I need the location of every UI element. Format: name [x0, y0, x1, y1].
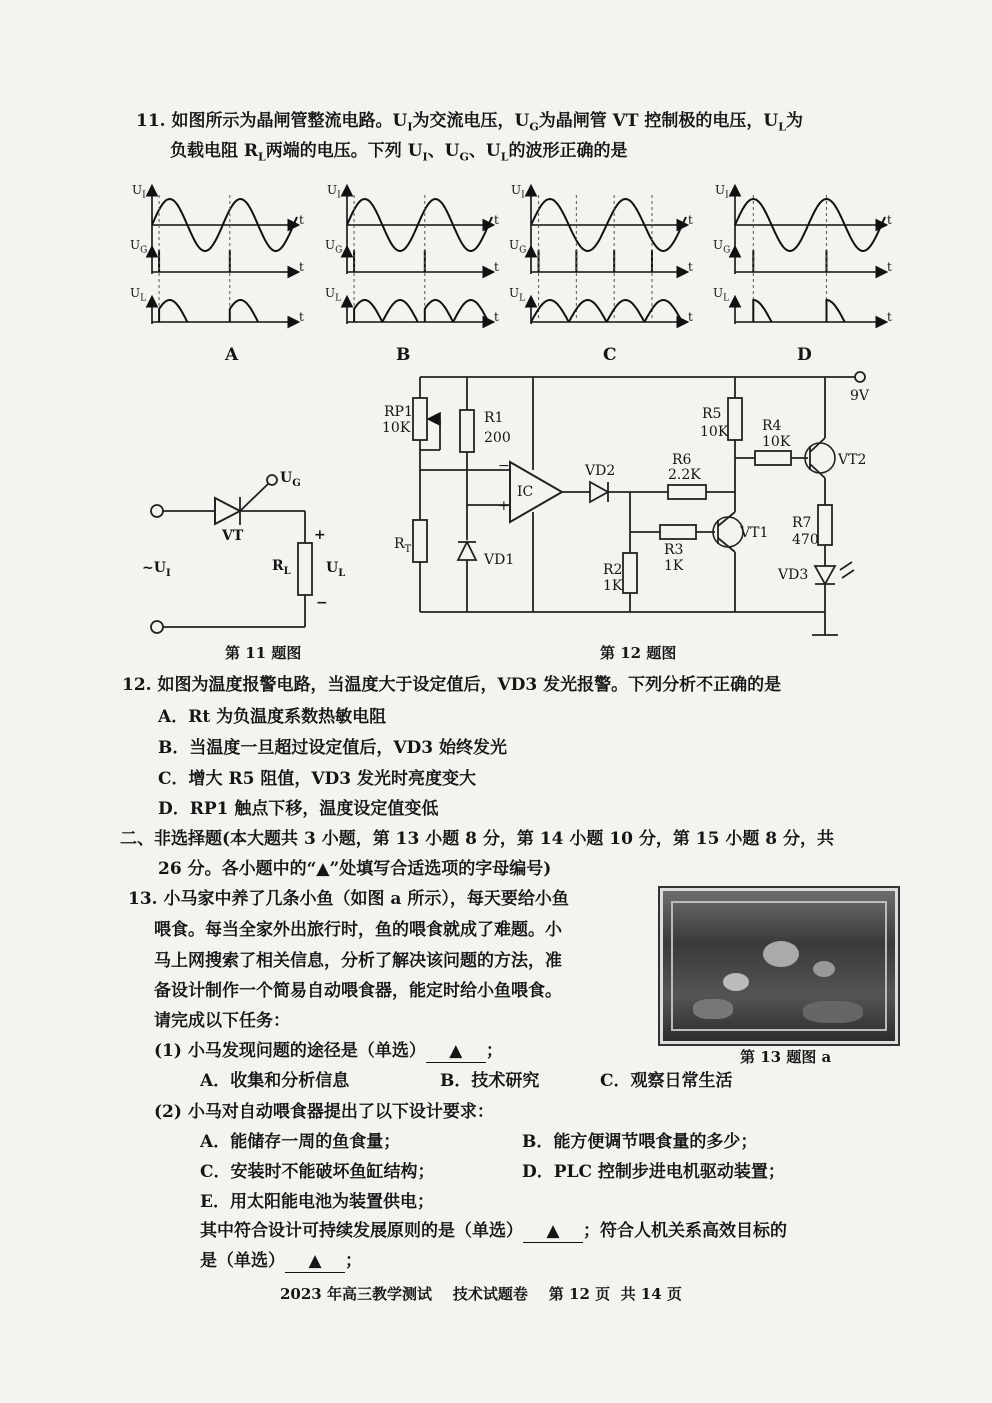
option-b-label: B — [396, 345, 411, 365]
t-label: t — [688, 260, 693, 274]
ui-label: $U_I$ — [715, 183, 729, 201]
label-r5-val: 10K — [700, 424, 729, 440]
t-label: t — [688, 310, 693, 324]
label-r5: R5 — [702, 406, 722, 422]
t-label: t — [299, 310, 304, 324]
label-vt: VT — [222, 528, 244, 544]
q13-line2: 喂食。每当全家外出旅行时，鱼的喂食就成了难题。小 — [154, 920, 562, 940]
label-r3: R3 — [664, 542, 684, 558]
footer: 2023 年高三教学测试 技术试题卷 第 12 页 共 14 页 — [280, 1285, 682, 1303]
label-r1-val: 200 — [484, 430, 511, 446]
fish-2 — [723, 973, 749, 991]
ul-output-wave — [159, 300, 187, 322]
label-r6-val: 2.2K — [668, 467, 701, 483]
caption-q12: 第 12 题图 — [600, 644, 677, 662]
label-ic-minus: − — [498, 458, 510, 474]
option-c-label: C — [603, 345, 617, 365]
label-vd3: VD3 — [778, 567, 809, 583]
label-vd2: VD2 — [585, 463, 616, 479]
q13-p2-e: E．用太阳能电池为装置供电； — [200, 1192, 434, 1212]
q13-p2-q2: 是（单选） ▲ ； — [200, 1251, 362, 1271]
ul-output-wave — [569, 300, 607, 322]
label-ul: $U_L$ — [326, 560, 346, 579]
label-minus: − — [316, 595, 328, 611]
ui-label: $U_I$ — [327, 183, 341, 201]
ul-output-wave — [531, 300, 569, 322]
fish-tank-photo — [660, 888, 898, 1044]
q13-line3: 马上网搜索了相关信息，分析了解决该问题的方法，准 — [154, 951, 562, 971]
q13-line4: 备设计制作一个简易自动喂食器，能定时给小鱼喂食。 — [154, 981, 562, 1001]
ul-label: $U_L$ — [130, 286, 147, 304]
ul-output-wave — [827, 300, 845, 322]
label-rp1: RP1 — [384, 404, 413, 420]
q13-p1-a: A．收集和分析信息 — [200, 1071, 350, 1091]
label-r2: R2 — [603, 562, 623, 578]
q13-p2: (2) 小马对自动喂食器提出了以下设计要求： — [154, 1102, 494, 1122]
q12-option-d: D．RP1 触点下移，温度设定值变低 — [158, 799, 439, 819]
label-ic: IC — [517, 484, 534, 500]
t-label: t — [887, 260, 892, 274]
label-rt: $R_T$ — [394, 536, 412, 555]
label-vt1: VT1 — [740, 525, 769, 541]
waveform-group — [152, 187, 885, 324]
q12-stem: 12. 如图为温度报警电路，当温度大于设定值后，VD3 发光报警。下列分析不正确的是 — [122, 675, 782, 695]
fish-1 — [763, 941, 799, 967]
t-label: t — [299, 260, 304, 274]
label-r7: R7 — [792, 515, 812, 531]
t-label: t — [494, 310, 499, 324]
ul-output-wave — [453, 300, 488, 322]
t-label: t — [887, 310, 892, 324]
ul-label: $U_L$ — [509, 286, 526, 304]
label-vt2: VT2 — [838, 452, 867, 468]
q11-line2: 负载电阻 $R_L$两端的电压。下列 $U_I$、$U_G$、$U_L$的波形正确的是 — [170, 141, 628, 164]
resistor-rl — [298, 543, 312, 595]
q13-p1-b: B．技术研究 — [440, 1071, 540, 1091]
q12-option-c: C．增大 R5 阻值，VD3 发光时亮度变大 — [158, 769, 477, 789]
label-ic-plus: + — [498, 498, 510, 514]
q13-line1: 13. 小马家中养了几条小鱼（如图 a 所示），每天要给小鱼 — [128, 889, 569, 909]
ul-output-wave — [753, 300, 771, 322]
circuit-q11 — [151, 475, 312, 633]
label-rp1-val: 10K — [382, 420, 411, 436]
q12-option-b: B．当温度一旦超过设定值后，VD3 始终发光 — [158, 738, 508, 758]
q13-p2-q1: 其中符合设计可持续发展原则的是（单选） ▲ ；符合人机关系高效目标的 — [200, 1221, 787, 1241]
q13-p1-c: C．观察日常生活 — [600, 1071, 733, 1091]
answer-blank-2[interactable]: ▲ — [523, 1220, 583, 1243]
q13-line5: 请完成以下任务： — [154, 1011, 290, 1031]
ul-label: $U_L$ — [325, 286, 342, 304]
t-label: t — [494, 213, 499, 227]
ul-output-wave — [607, 300, 645, 322]
ul-output-wave — [230, 300, 258, 322]
label-ui: $\sim U_I$ — [142, 560, 171, 579]
answer-blank-1[interactable]: ▲ — [426, 1040, 486, 1063]
section2-line2: 26 分。各小题中的“▲”处填写合适选项的字母编号) — [158, 859, 552, 879]
label-r7-val: 470 — [792, 532, 819, 548]
label-r4-val: 10K — [762, 434, 791, 450]
label-ug: $U_G$ — [280, 470, 301, 489]
t-label: t — [688, 213, 693, 227]
ui-label: $U_I$ — [132, 183, 146, 201]
ug-label: $U_G$ — [713, 238, 731, 256]
option-d-label: D — [797, 345, 812, 365]
ul-label: $U_L$ — [713, 286, 730, 304]
label-plus: + — [314, 527, 326, 543]
ul-output-wave — [382, 300, 417, 322]
ug-label: $U_G$ — [130, 238, 148, 256]
ui-label: $U_I$ — [511, 183, 525, 201]
plant-2 — [803, 1001, 863, 1023]
answer-blank-3[interactable]: ▲ — [285, 1250, 345, 1273]
label-r2-val: 1K — [603, 578, 623, 594]
option-a-label: A — [225, 345, 239, 365]
ul-output-wave — [425, 300, 453, 322]
plant-1 — [693, 999, 733, 1019]
label-r1: R1 — [484, 410, 504, 426]
q11-line1: 11. 如图所示为晶闸管整流电路。$U_I$为交流电压，$U_G$为晶闸管 VT 控制极的电压，$U_L$为 — [136, 111, 803, 134]
label-vd1: VD1 — [484, 552, 515, 568]
q13-p2-a: A．能储存一周的鱼食量； — [200, 1132, 401, 1152]
t-label: t — [299, 213, 304, 227]
label-9v: 9V — [850, 388, 870, 404]
label-r3-val: 1K — [664, 558, 684, 574]
ug-label: $U_G$ — [509, 238, 527, 256]
thyristor-symbol — [215, 498, 240, 524]
caption-q13: 第 13 题图 a — [740, 1048, 832, 1066]
section2-line1: 二、非选择题(本大题共 3 小题，第 13 小题 8 分，第 14 小题 10 分，第 15 小题 8 分，共 — [120, 829, 835, 849]
fish-3 — [813, 961, 835, 977]
q13-p2-c: C．安装时不能破坏鱼缸结构； — [200, 1162, 435, 1182]
q13-p2-b: B．能方便调节喂食量的多少； — [522, 1132, 758, 1152]
q12-option-a: A．Rt 为负温度系数热敏电阻 — [158, 707, 387, 727]
circuit-q12 — [413, 372, 865, 635]
q13-p1: (1) 小马发现问题的途径是（单选） ▲ ； — [154, 1041, 503, 1061]
ug-label: $U_G$ — [325, 238, 343, 256]
ul-output-wave — [354, 300, 382, 322]
label-r6: R6 — [672, 452, 692, 468]
t-label: t — [887, 213, 892, 227]
ul-output-wave — [644, 300, 682, 322]
q13-p2-d: D．PLC 控制步进电机驱动装置； — [522, 1162, 785, 1182]
label-r4: R4 — [762, 418, 782, 434]
t-label: t — [494, 260, 499, 274]
caption-q11: 第 11 题图 — [225, 644, 302, 662]
label-rl: $R_L$ — [272, 558, 291, 577]
